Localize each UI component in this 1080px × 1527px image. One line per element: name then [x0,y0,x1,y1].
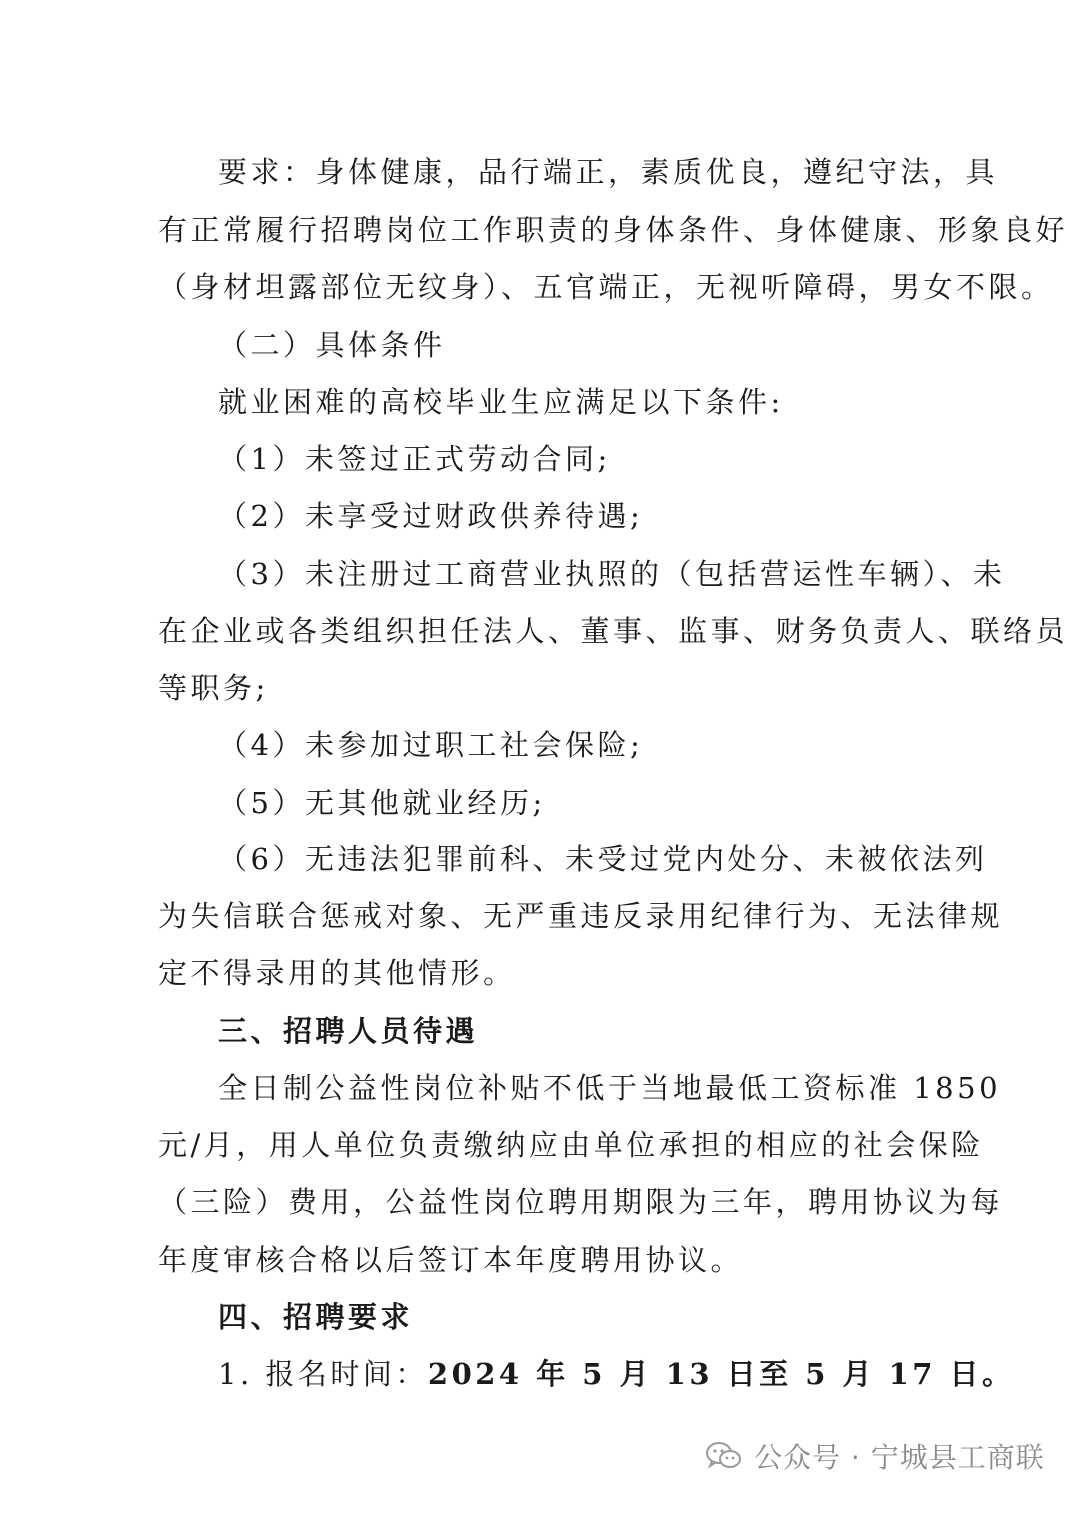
section-heading-treatment: 三、招聘人员待遇 [218,1014,479,1048]
paragraph-requirements-line-3: （身材坦露部位无纹身）、五官端正，无视听障碍，男女不限。 [158,270,1054,304]
paragraph-requirements-line-1: 要求：身体健康，品行端正，素质优良，遵纪守法，具 [218,155,999,189]
condition-item-5: （5）无其他就业经历; [218,786,546,820]
registration-time-label: 1. 报名时间： [218,1357,428,1391]
condition-item-1: （1）未签过正式劳动合同; [218,442,611,476]
section-heading-requirements: 四、招聘要求 [218,1300,414,1334]
watermark-text: 公众号 · 宁城县工商联 [754,1441,1045,1474]
paragraph-treatment-line-2: 元/月，用人单位负责缴纳应由单位承担的相应的社会保险 [158,1128,984,1162]
condition-item-6-line-3: 定不得录用的其他情形。 [158,956,516,990]
registration-time-line [0,1354,1080,1394]
watermark [706,1434,1045,1478]
condition-item-4: （4）未参加过职工社会保险; [218,728,644,762]
condition-item-3-line-1: （3）未注册过工商营业执照的（包括营运性车辆）、未 [218,557,1006,591]
condition-item-2: （2）未享受过财政供养待遇; [218,499,644,533]
condition-item-3-line-2: 在企业或各类组织担任法人、董事、监事、财务负责人、联络员 [158,614,1069,648]
registration-time-value: 2024 年 5 月 13 日至 5 月 17 日。 [427,1357,1015,1391]
condition-item-6-line-1: （6）无违法犯罪前科、未受过党内处分、未被依法列 [218,842,988,876]
paragraph-treatment-line-3: （三险）费用，公益性岗位聘用期限为三年，聘用协议为每 [158,1185,1004,1219]
condition-item-6-line-2: 为失信联合惩戒对象、无严重违反录用纪律行为、无法律规 [158,899,1004,933]
paragraph-treatment-line-1: 全日制公益性岗位补贴不低于当地最低工资标准 1850 [218,1071,1002,1105]
wechat-icon [706,1441,742,1471]
condition-item-3-line-3: 等职务; [158,671,269,705]
conditions-intro: 就业困难的高校毕业生应满足以下条件: [218,385,784,419]
paragraph-treatment-line-4: 年度审核合格以后签订本年度聘用协议。 [158,1243,744,1277]
paragraph-requirements-line-2: 有正常履行招聘岗位工作职责的身体条件、身体健康、形象良好 [158,213,1069,247]
section-heading-specific-conditions: （二）具体条件 [218,328,446,362]
